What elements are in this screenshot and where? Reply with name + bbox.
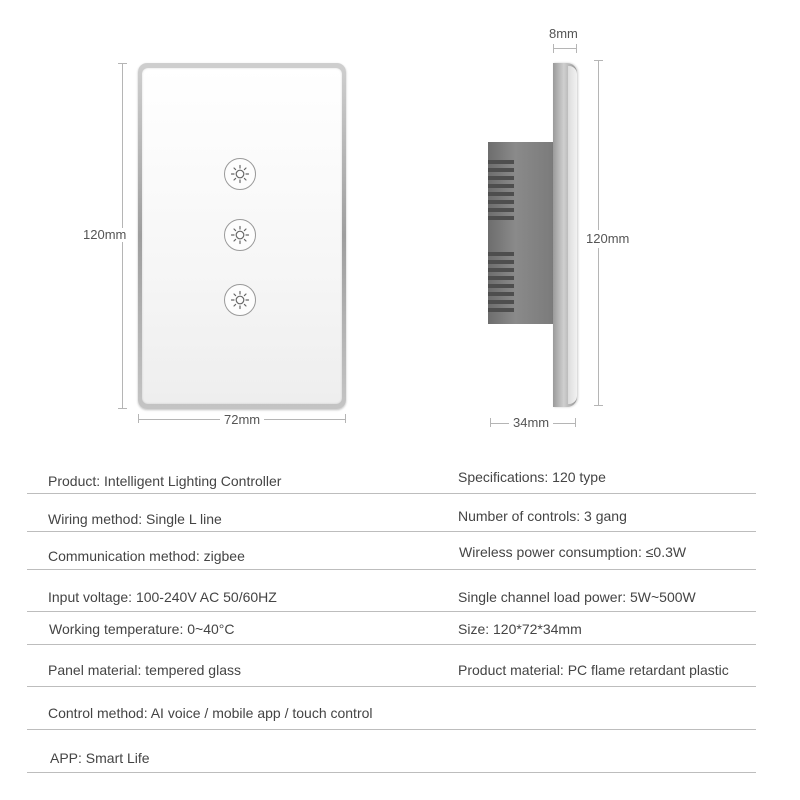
side-depth-bottom-tick-right	[575, 418, 576, 427]
cooling-fins-bottom	[488, 252, 514, 316]
side-depth-top-tick-left	[553, 44, 554, 53]
spec-left: Communication method: zigbee	[48, 548, 245, 564]
spec-left: Product: Intelligent Lighting Controller	[48, 473, 282, 489]
spec-row	[27, 612, 756, 645]
switch-back-box	[488, 142, 556, 324]
touch-button-3	[224, 284, 256, 316]
front-height-tick-top	[118, 63, 127, 64]
touch-button-1	[224, 158, 256, 190]
spec-left: Input voltage: 100-240V AC 50/60HZ	[48, 589, 277, 605]
light-icon	[230, 164, 250, 184]
spec-left: APP: Smart Life	[50, 750, 150, 766]
front-width-label: 72mm	[220, 413, 264, 427]
spec-left: Wiring method: Single L line	[48, 511, 222, 527]
spec-right: Size: 120*72*34mm	[458, 621, 582, 637]
spec-row	[27, 645, 756, 687]
side-depth-top-label: 8mm	[549, 26, 578, 41]
spec-row	[27, 494, 756, 532]
spec-right: Wireless power consumption: ≤0.3W	[459, 544, 687, 560]
side-height-label: 120mm	[586, 231, 630, 246]
spec-row	[27, 730, 756, 773]
spec-row	[27, 687, 756, 730]
front-width-tick-right	[345, 414, 346, 423]
light-icon	[230, 290, 250, 310]
side-depth-top-tick-right	[576, 44, 577, 53]
spec-right: Number of controls: 3 gang	[458, 508, 627, 524]
side-height-tick-top	[594, 60, 603, 61]
front-height-label: 120mm	[83, 227, 127, 242]
spec-row	[27, 454, 756, 494]
spec-left: Control method: AI voice / mobile app / touch control	[48, 705, 373, 721]
front-height-tick-bottom	[118, 408, 127, 409]
front-width-tick-left	[138, 414, 139, 423]
cooling-fins-top	[488, 160, 514, 224]
glass-edge	[568, 66, 577, 404]
spec-row	[27, 570, 756, 612]
spec-right: Specifications: 120 type	[458, 469, 606, 485]
side-depth-bottom-tick-left	[490, 418, 491, 427]
side-height-tick-bottom	[594, 405, 603, 406]
side-depth-top-line	[553, 48, 577, 49]
side-depth-bottom-label: 34mm	[509, 416, 553, 430]
touch-button-2	[224, 219, 256, 251]
glass-panel	[142, 68, 342, 404]
spec-right: Product material: PC flame retardant plastic	[458, 662, 729, 678]
spec-left: Panel material: tempered glass	[48, 662, 241, 678]
light-icon	[230, 225, 250, 245]
spec-left: Working temperature: 0~40°C	[49, 621, 235, 637]
spec-right: Single channel load power: 5W~500W	[458, 589, 696, 605]
switch-panel-front	[138, 63, 346, 409]
spec-row	[27, 532, 756, 570]
